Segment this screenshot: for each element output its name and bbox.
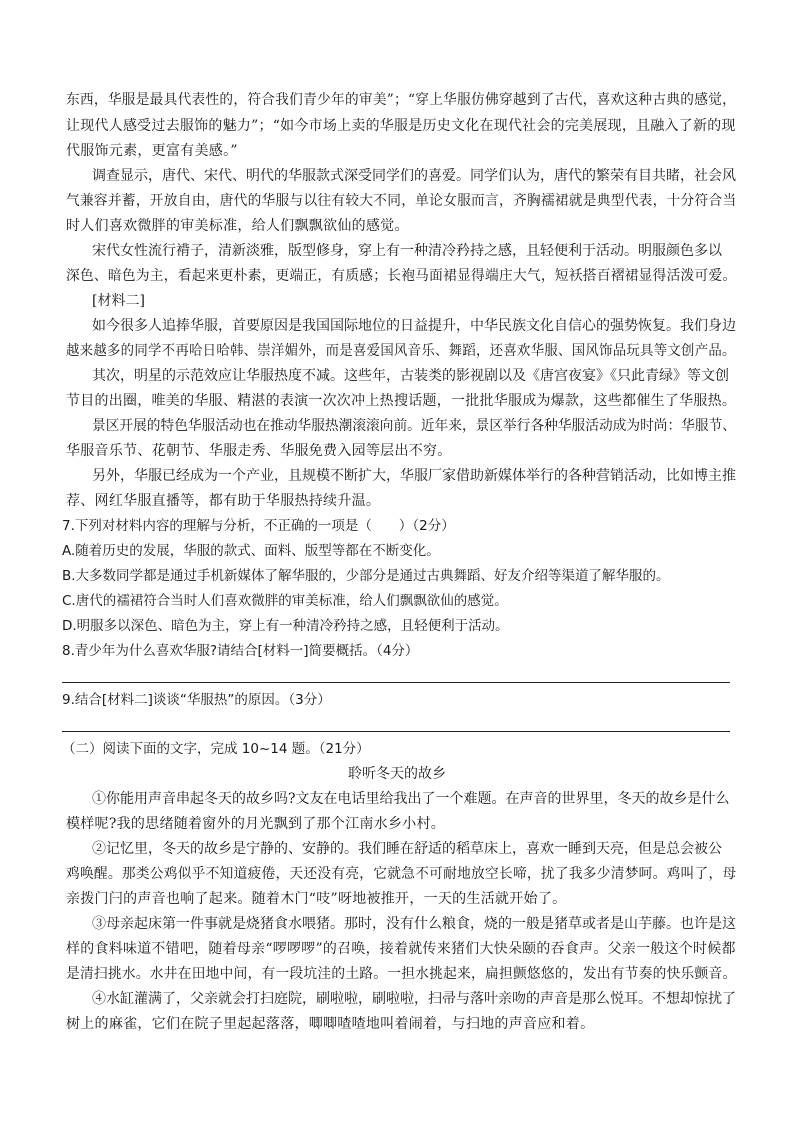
material-two-text: 另外，华服已经成为一个产业，且规模不断扩大，华服厂家借助新媒体举行的各种营销活动，比如博主推 bbox=[92, 468, 736, 484]
question-7-option-d: D.明服多以深色、暗色为主，穿上有一种清冷矜持之感，且轻便利于活动。 bbox=[62, 618, 509, 634]
section-two-heading: （二）阅读下面的文字，完成 10~14 题。（21分） bbox=[62, 741, 370, 757]
material-two-text: 节目的出圈，唯美的华服、精湛的表演一次次冲上热搜话题，一批批华服成为爆款，这些都催生了华服热。 bbox=[66, 393, 737, 409]
essay-paragraph-2: 亲拨门闩的声音也响了起来。随着木门“吱”呀地被推开，一天的生活就开始了。 bbox=[66, 891, 567, 907]
material-one-text: 宋代女性流行褙子，清新淡雅，版型修身，穿上有一种清冷矜持之感，且轻便利于活动。明服颜色多以 bbox=[92, 243, 722, 259]
material-one-text: 深色、暗色为主，看起来更朴素，更端正，有质感；长袍马面裙显得端庄大气，短袄搭百褶裙显得活泼可爱。 bbox=[66, 268, 737, 284]
material-one-text: 调查显示，唐代、宋代、明代的华服款式深受同学们的喜爱。同学们认为，唐代的繁荣有目共睹，社会风 bbox=[92, 168, 736, 184]
essay-paragraph-3: ③母亲起床第一件事就是烧猪食水喂猪。那时，没有什么粮食，烧的一般是猪草或者是山芋藤。也许是这 bbox=[92, 916, 736, 932]
question-8: 8.青少年为什么喜欢华服?请结合[材料一]简要概括。（4分） bbox=[62, 643, 419, 659]
essay-paragraph-4: 树上的麻雀，它们在院子里起起落落，唧唧喳喳地叫着闹着，与扫地的声音应和着。 bbox=[66, 1016, 595, 1032]
question-9: 9.结合[材料二]谈谈“华服热”的原因。（3分） bbox=[62, 692, 331, 708]
answer-line-q9 bbox=[62, 731, 730, 732]
essay-paragraph-1: ①你能用声音串起冬天的故乡吗?文友在电话里给我出了一个难题。在声音的世界里，冬天的故乡是什么 bbox=[92, 791, 730, 807]
question-7-option-a: A.随着历史的发展，华服的款式、面料、版型等都在不断变化。 bbox=[62, 543, 440, 559]
material-one-text: 代服饰元素，更富有美感。” bbox=[66, 143, 238, 159]
essay-paragraph-4: ④水缸灌满了，父亲就会打扫庭院，刷啦啦，刷啦啦，扫帚与落叶亲吻的声音是那么悦耳。不想却惊扰了 bbox=[92, 991, 736, 1007]
essay-paragraph-3: 是清扫挑水。水井在田地中间，有一段坑洼的土路。一担水挑起来，扁担颤悠悠的，发出有节奏的快乐颤音。 bbox=[66, 966, 737, 982]
material-two-heading: [材料二] bbox=[92, 293, 145, 309]
material-two-text: 如今很多人追捧华服，首要原因是我国国际地位的日益提升，中华民族文化自信心的强势恢复。我们身边 bbox=[92, 318, 736, 334]
essay-title: 聆听冬天的故乡 bbox=[348, 766, 446, 782]
essay-paragraph-2: ②记忆里，冬天的故乡是宁静的、安静的。我们睡在舒适的稻草床上，喜欢一睡到天亮，但是总会被公 bbox=[92, 841, 722, 857]
material-two-text: 其次，明星的示范效应让华服热度不减。这些年，古装类的影视剧以及《唐宫夜宴》《只此青绿》等文创 bbox=[92, 368, 729, 384]
question-7: 7.下列对材料内容的理解与分析，不正确的一项是（ ）（2分） bbox=[62, 518, 455, 534]
material-one-text: 气兼容并蓄，开放自由，唐代的华服与以往有较大不同，单论女服而言，齐胸襦裙就是典型代表，十分符合当 bbox=[66, 193, 737, 209]
material-two-text: 越来越多的同学不再哈日哈韩、崇洋媚外，而是喜爱国风音乐、舞蹈，还喜欢华服、国风饰品玩具等文创产品。 bbox=[66, 343, 736, 359]
essay-paragraph-2: 鸡唤醒。那类公鸡似乎不知道疲倦，天还没有亮，它就急不可耐地放空长啼，扰了我多少清梦呵。鸡叫了，母 bbox=[66, 866, 737, 882]
material-two-text: 景区开展的特色华服活动也在推动华服热潮滚滚向前。近年来，景区举行各种华服活动成为时尚：华服节、 bbox=[92, 418, 736, 434]
essay-paragraph-1: 模样呢?我的思绪随着窗外的月光飘到了那个江南水乡小村。 bbox=[66, 816, 446, 832]
question-7-option-b: B.大多数同学都是通过手机新媒体了解华服的，少部分是通过古典舞蹈、好友介绍等渠道了解华服的。 bbox=[62, 568, 670, 584]
question-7-option-c: C.唐代的襦裙符合当时人们喜欢微胖的审美标准，给人们飘飘欲仙的感觉。 bbox=[62, 593, 508, 609]
essay-paragraph-3: 样的食料味道不错吧，随着母亲“啰啰啰”的召唤，接着就传来猪们大快朵颐的吞食声。父亲一般这个时候都 bbox=[66, 941, 736, 957]
material-one-text: 让现代人感受过去服饰的魅力”；“如今市场上卖的华服是历史文化在现代社会的完美展现，且融入了新的现 bbox=[66, 118, 736, 134]
material-one-text: 东西，华服是最具代表性的，符合我们青少年的审美”；“穿上华服仿佛穿越到了古代，喜欢这种古典的感觉， bbox=[66, 92, 737, 108]
material-two-text: 华服音乐节、花朝节、华服走秀、华服免费入园等层出不穷。 bbox=[66, 443, 452, 459]
answer-line-q8 bbox=[62, 682, 730, 683]
material-two-text: 荐、网红华服直播等，都有助于华服热持续升温。 bbox=[66, 493, 381, 509]
material-one-text: 时人们喜欢微胖的审美标准，给人们飘飘欲仙的感觉。 bbox=[66, 218, 409, 234]
